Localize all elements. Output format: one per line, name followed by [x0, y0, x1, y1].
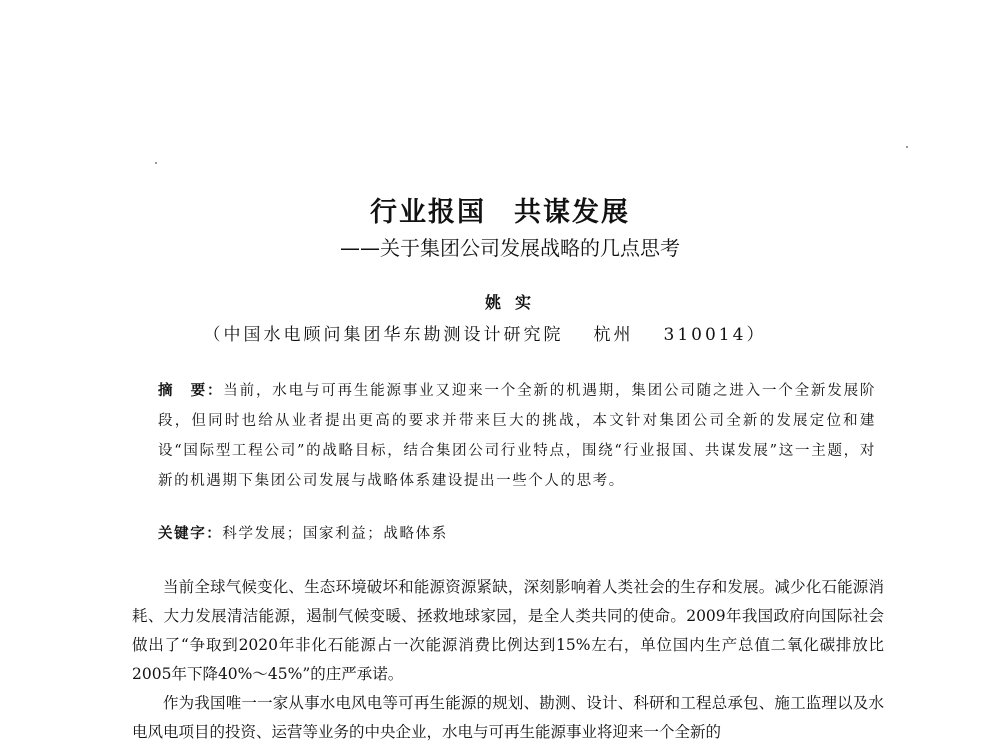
body-paragraph: 当前全球气候变化、生态环境破坏和能源资源紧缺，深刻影响着人类社会的生存和发展。减少化石能源消耗、大力发展清洁能源，遏制气候变暖、拯救地球家园，是全人类共同的使命。2009年我国政府向国际社会做出了“争取到2020年非化石能源占一次能源消费比例达到15%左右，单位国内生产总值二氧化碳排放比2005年下降40%～45%”的庄严承诺。 — [132, 578, 884, 683]
keywords-label: 关键字： — [158, 526, 223, 542]
affiliation-close-paren: ） — [746, 325, 767, 345]
affiliation-city: 杭州 — [593, 325, 634, 345]
keywords-text: 科学发展；国家利益；战略体系 — [222, 526, 448, 542]
scan-speck — [155, 162, 157, 164]
affiliation-open-paren: （ — [203, 325, 224, 345]
keywords — [158, 521, 876, 547]
paper-author: 姚实 — [484, 293, 545, 312]
abstract-label: 摘 要： — [158, 383, 224, 399]
body-text — [132, 573, 884, 747]
paper-subtitle: ——关于集团公司发展战略的几点思考 — [340, 236, 680, 260]
title-part-2: 共谋发展 — [514, 197, 630, 228]
abstract — [158, 376, 876, 496]
title-part-1: 行业报国 — [370, 197, 486, 228]
author-affiliation — [0, 320, 1000, 345]
body-paragraph: 作为我国唯一一家从事水电风电等可再生能源的规划、勘测、设计、科研和工程总承包、施工监理以及水电风电项目的投资、运营等业务的中央企业，水电与可再生能源事业将迎来一个全新的 — [132, 694, 884, 741]
affiliation-org: 中国水电顾问集团华东勘测设计研究院 — [223, 325, 564, 345]
affiliation-zip: 310014 — [663, 325, 747, 345]
paper-title — [0, 190, 1000, 229]
abstract-text: 当前，水电与可再生能源事业又迎来一个全新的机遇期，集团公司随之进入一个全新发展阶段，但同时也给从业者提出更高的要求并带来巨大的挑战，本文针对集团公司全新的发展定位和建设“国际型工程公司”的战略目标，结合集团公司行业特点，围绕“行业报国、共谋发展”这一主题，对新的机遇期下集团公司发展与战略体系建设提出一些个人的思考。 — [158, 383, 876, 489]
scan-speck — [906, 146, 908, 148]
